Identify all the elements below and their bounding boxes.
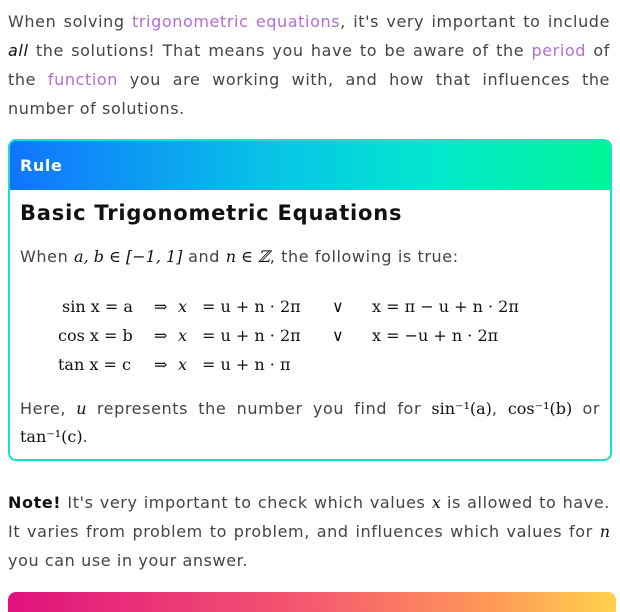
equation-cos-lhs: cos x = b <box>58 326 133 345</box>
explanation-text: Here, <box>20 399 77 418</box>
explanation-text: , <box>491 399 508 418</box>
note-label: Note! <box>8 493 62 512</box>
condition-text: When <box>20 247 75 266</box>
condition-math-ab: a, b ∈ [−1, 1] <box>74 247 183 266</box>
condition-math-n: n ∈ ℤ <box>225 247 270 266</box>
intro-text: of the <box>8 41 610 89</box>
note-text: is allowed to have. It varies from problem to problem, and influences which values for <box>8 493 610 541</box>
equation-tan-rhs1: = u + n · π <box>202 355 291 374</box>
equation-x: x <box>178 297 188 316</box>
next-box-header <box>8 592 616 612</box>
note-text: you can use in your answer. <box>8 551 249 570</box>
math-n: n <box>599 522 610 541</box>
link-function[interactable]: function <box>47 70 119 89</box>
intro-paragraph <box>8 7 610 123</box>
math-u: u <box>76 399 87 418</box>
note-text: It's very important to check which values <box>61 493 432 512</box>
equation-x: x <box>178 355 188 374</box>
link-period[interactable]: period <box>531 41 587 60</box>
link-trigonometric-equations[interactable]: trigonometric equations <box>132 12 341 31</box>
implies-symbol: ⇒ <box>154 297 168 316</box>
equation-tan-lhs: tan x = c <box>58 355 131 374</box>
explanation-text: represents the number you find for <box>86 399 432 418</box>
equation-sin-rhs1: = u + n · 2π <box>202 297 301 316</box>
rule-title: Basic Trigonometric Equations <box>20 201 403 225</box>
rule-header: Rule <box>10 141 610 190</box>
emphasis-all: all <box>8 41 29 60</box>
explanation-text: . <box>82 427 89 446</box>
equation-sin-rhs2: x = π − u + n · 2π <box>372 297 519 316</box>
or-symbol: ∨ <box>332 326 344 345</box>
rule-box <box>8 139 612 461</box>
intro-text: the solutions! That means you have to be aware of the <box>28 41 532 60</box>
explanation-text: or <box>572 399 601 418</box>
equation-x: x <box>178 326 188 345</box>
equation-sin-lhs: sin x = a <box>62 297 133 316</box>
intro-text: you are working with, and how that influences the number of solutions. <box>8 70 611 118</box>
equation-cos-rhs2: x = −u + n · 2π <box>372 326 499 345</box>
equation-cos-rhs1: = u + n · 2π <box>202 326 301 345</box>
intro-text: When solving <box>8 12 132 31</box>
implies-symbol: ⇒ <box>154 355 168 374</box>
math-arcsin: sin⁻¹(a) <box>431 399 492 418</box>
note-paragraph <box>8 488 610 575</box>
math-arccos: cos⁻¹(b) <box>507 399 573 418</box>
math-arctan: tan⁻¹(c) <box>20 427 83 446</box>
math-x: x <box>431 493 441 512</box>
rule-condition <box>20 247 459 266</box>
rule-explanation <box>20 395 600 451</box>
condition-text: and <box>182 247 226 266</box>
implies-symbol: ⇒ <box>154 326 168 345</box>
intro-text: , it's very important to include <box>340 12 611 31</box>
condition-text: , the following is true: <box>269 247 459 266</box>
or-symbol: ∨ <box>332 297 344 316</box>
